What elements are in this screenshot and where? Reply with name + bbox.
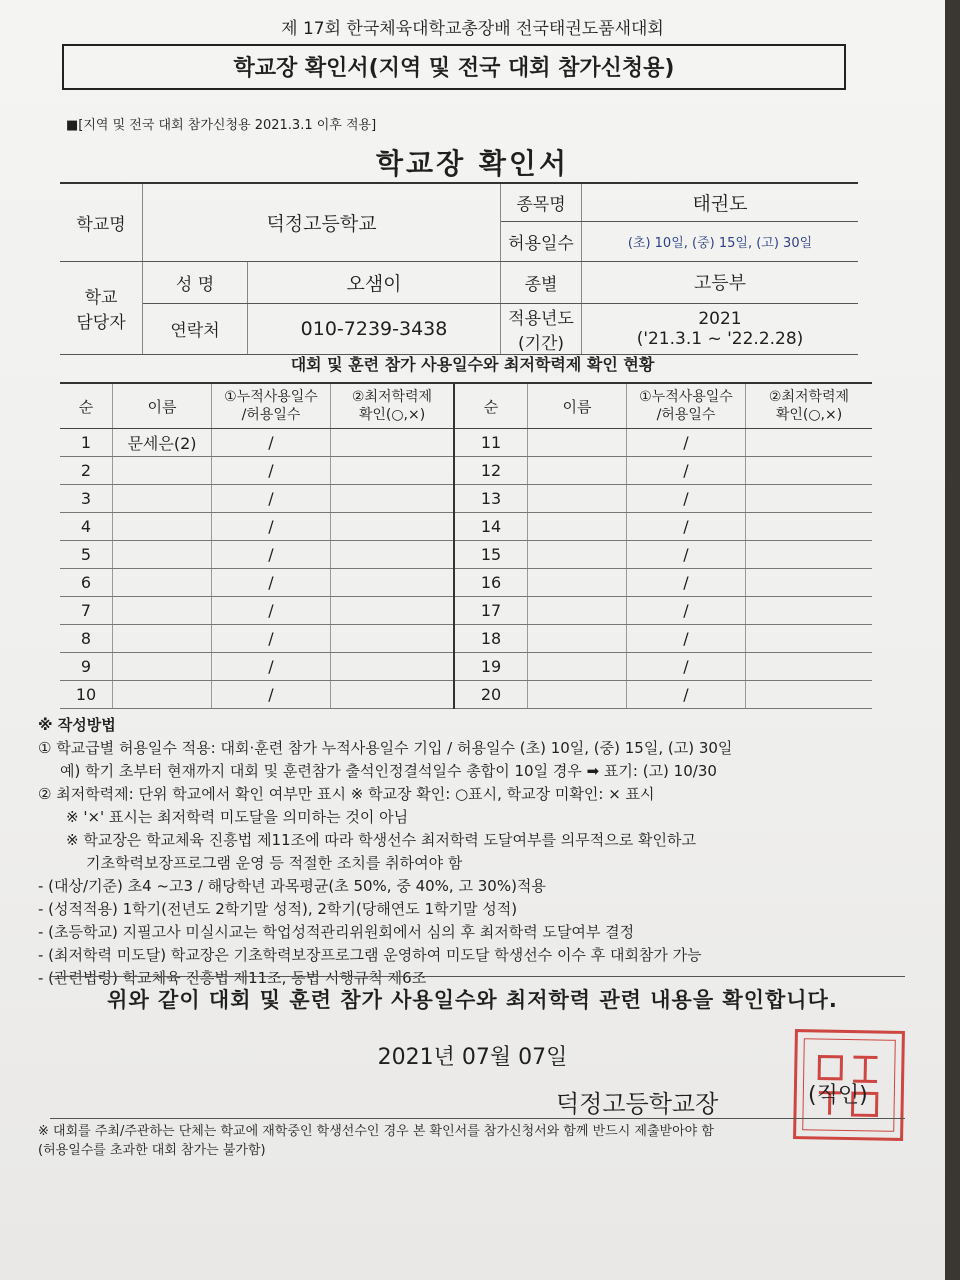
note-line: ② 최저학력제: 단위 학교에서 확인 여부만 표시 ※ 학교장 확인: ○표시, 학교장 미확인: × 표시: [38, 785, 655, 803]
row-check-right: [746, 597, 873, 625]
notes-heading: ※ 작성방법: [38, 716, 116, 734]
col-days-right-line2: /허용일수: [656, 407, 716, 423]
school-value: 덕정고등학교: [143, 183, 501, 261]
row-name-right: [528, 541, 627, 569]
year-value: [582, 303, 859, 354]
year-label: [501, 303, 582, 354]
row-name-right: [528, 681, 627, 709]
col-days-right: [627, 383, 746, 429]
school-label: 학교명: [60, 183, 143, 261]
row-no-right: 14: [454, 513, 528, 541]
row-no-left: 6: [60, 569, 113, 597]
year-label-line1: 적용년도: [508, 308, 574, 329]
status-row: [60, 597, 872, 625]
confirmation-date: 2021년 07월 07일: [377, 1045, 568, 1070]
status-row: [60, 513, 872, 541]
row-no-left: 7: [60, 597, 113, 625]
sport-value: 태권도: [582, 183, 859, 221]
row-days-right: /: [627, 541, 746, 569]
row-days-right: /: [627, 485, 746, 513]
row-name-right: [528, 653, 627, 681]
form-box-title: 학교장 확인서(지역 및 전국 대회 참가신청용): [62, 44, 846, 90]
row-no-left: 10: [60, 681, 113, 709]
sport-label: 종목명: [501, 183, 582, 221]
col-days-left: [212, 383, 331, 429]
row-name-right: [528, 625, 627, 653]
row-days-right: /: [627, 681, 746, 709]
row-no-left: 8: [60, 625, 113, 653]
confirmation-statement: 위와 같이 대회 및 훈련 참가 사용일수와 최저학력 관련 내용을 확인합니다.: [107, 988, 838, 1012]
row-check-left: [331, 429, 455, 457]
row-name-left: [113, 569, 212, 597]
status-header-row: [60, 383, 872, 429]
name-value: 오샘이: [248, 261, 501, 303]
row-days-right: /: [627, 653, 746, 681]
applicable-note: ■[지역 및 전국 대회 참가신청용 2021.3.1 이후 적용]: [66, 118, 377, 133]
col-days-right-line1: ①누적사용일수: [639, 389, 733, 405]
note-line: ※ 학교장은 학교체육 진흥법 제11조에 따라 학생선수 최저학력 도달여부를 의무적으로 확인하고: [66, 831, 696, 849]
row-days-right: /: [627, 597, 746, 625]
row-days-right: /: [627, 457, 746, 485]
row-no-right: 11: [454, 429, 528, 457]
status-row: [60, 541, 872, 569]
row-name-right: [528, 569, 627, 597]
row-no-left: 4: [60, 513, 113, 541]
row-check-right: [746, 429, 873, 457]
row-days-left: /: [212, 625, 331, 653]
row-days-right: /: [627, 569, 746, 597]
row-no-right: 13: [454, 485, 528, 513]
note-line: ※ '×' 표시는 최저학력 미도달을 의미하는 것이 아님: [66, 808, 409, 826]
status-row: [60, 681, 872, 709]
row-name-left: [113, 597, 212, 625]
allowed-value: (초) 10일, (중) 15일, (고) 30일: [582, 221, 859, 261]
manager-label-line2: 담당자: [76, 312, 126, 333]
year-label-line2: (기간): [517, 333, 565, 354]
row-days-left: /: [212, 569, 331, 597]
row-check-right: [746, 457, 873, 485]
row-name-left: [113, 681, 212, 709]
row-name-left: [113, 457, 212, 485]
note-line: ① 학교급별 허용일수 적용: 대회·훈련 참가 누적사용일수 기입 / 허용일수 (초) 10일, (중) 15일, (고) 30일: [38, 739, 733, 757]
row-name-left: [113, 485, 212, 513]
year-value-line2: ('21.3.1 ~ '22.2.28): [636, 328, 804, 349]
row-name-right: [528, 513, 627, 541]
principal-name: 덕정고등학교장: [556, 1090, 719, 1118]
status-row: [60, 625, 872, 653]
status-row: [60, 485, 872, 513]
row-days-right: /: [627, 625, 746, 653]
row-name-left: [113, 653, 212, 681]
row-no-left: 3: [60, 485, 113, 513]
row-no-right: 17: [454, 597, 528, 625]
row-name-left: [113, 625, 212, 653]
col-days-left-line1: ①누적사용일수: [224, 389, 318, 405]
row-no-right: 15: [454, 541, 528, 569]
manager-label-line1: 학교: [84, 287, 118, 308]
col-check-left-line1: ②최저학력제: [351, 389, 433, 405]
note-line: - (최저학력 미도달) 학교장은 기초학력보장프로그램 운영하여 미도달 학생선수 이수 후 대회참가 가능: [38, 946, 702, 964]
row-days-left: /: [212, 457, 331, 485]
contact-value: 010-7239-3438: [248, 303, 501, 354]
row-check-right: [746, 569, 873, 597]
row-check-right: [746, 541, 873, 569]
row-name-right: [528, 485, 627, 513]
col-name-right: 이름: [528, 383, 627, 429]
name-label: 성 명: [143, 261, 248, 303]
row-check-left: [331, 653, 455, 681]
row-no-right: 19: [454, 653, 528, 681]
status-row: [60, 569, 872, 597]
note-line: - (성적적용) 1학기(전년도 2학기말 성적), 2학기(당해연도 1학기말 성적): [38, 900, 518, 918]
row-days-left: /: [212, 429, 331, 457]
row-days-left: /: [212, 541, 331, 569]
footer-line2: (허용일수를 초과한 대회 참가는 불가함): [38, 1143, 266, 1158]
row-check-left: [331, 541, 455, 569]
col-name-left: 이름: [113, 383, 212, 429]
note-line: 기초학력보장프로그램 운영 등 적절한 조치를 취하여야 함: [86, 854, 463, 872]
row-no-left: 2: [60, 457, 113, 485]
row-no-left: 9: [60, 653, 113, 681]
note-line: - (초등학교) 지필고사 미실시교는 학업성적관리위원회에서 심의 후 최저학력 도달여부 결정: [38, 923, 635, 941]
row-days-left: /: [212, 597, 331, 625]
row-no-right: 16: [454, 569, 528, 597]
row-days-right: /: [627, 513, 746, 541]
row-check-left: [331, 513, 455, 541]
row-check-right: [746, 513, 873, 541]
main-title: 학교장 확인서: [375, 147, 570, 180]
row-name-left: [113, 541, 212, 569]
note-line: - (관련법령) 학교체육 진흥법 제11조, 동법 시행규칙 제6조: [38, 969, 427, 987]
divider: [50, 976, 905, 977]
row-check-right: [746, 485, 873, 513]
col-check-right-line2: 확인(○,×): [775, 407, 843, 423]
status-table: [60, 382, 872, 709]
row-name-right: [528, 457, 627, 485]
contact-label: 연락처: [143, 303, 248, 354]
seal-label: (직인): [808, 1083, 868, 1108]
row-check-left: [331, 457, 455, 485]
division-value: 고등부: [582, 261, 859, 303]
row-check-left: [331, 569, 455, 597]
status-row: [60, 429, 872, 457]
divider: [50, 1118, 905, 1119]
footer-line1: ※ 대회를 주최/주관하는 단체는 학교에 재학중인 학생선수인 경우 본 확인서를 참가신청서와 함께 반드시 제출받아야 함: [38, 1124, 714, 1139]
row-name-right: [528, 597, 627, 625]
note-line: - (대상/기준) 초4 ~고3 / 해당학년 과목평균(초 50%, 중 40%, 고 30%)적용: [38, 877, 546, 895]
writing-instructions: [38, 714, 918, 990]
info-table: [60, 182, 858, 355]
col-check-right: [746, 383, 873, 429]
manager-label: [60, 261, 143, 354]
row-name-right: [528, 429, 627, 457]
footer-note: [38, 1122, 918, 1160]
col-no-right: 순: [454, 383, 528, 429]
col-check-left: [331, 383, 455, 429]
row-no-right: 12: [454, 457, 528, 485]
row-no-right: 18: [454, 625, 528, 653]
status-title: 대회 및 훈련 참가 사용일수와 최저학력제 확인 현황: [290, 355, 655, 374]
row-days-left: /: [212, 485, 331, 513]
col-check-left-line2: 확인(○,×): [358, 407, 426, 423]
note-line: 예) 학기 초부터 현재까지 대회 및 훈련참가 출석인정결석일수 총합이 10일 경우 ➡ 표기: (고) 10/30: [60, 762, 717, 780]
row-check-left: [331, 485, 455, 513]
row-no-left: 5: [60, 541, 113, 569]
row-check-right: [746, 625, 873, 653]
row-name-left: [113, 513, 212, 541]
event-title: 제 17회 한국체육대학교총장배 전국태권도품새대회: [281, 19, 664, 39]
col-days-left-line2: /허용일수: [241, 407, 301, 423]
row-days-right: /: [627, 429, 746, 457]
row-no-left: 1: [60, 429, 113, 457]
row-days-left: /: [212, 681, 331, 709]
col-no-left: 순: [60, 383, 113, 429]
status-row: [60, 653, 872, 681]
row-check-right: [746, 681, 873, 709]
row-check-left: [331, 597, 455, 625]
col-check-right-line1: ②최저학력제: [768, 389, 850, 405]
row-days-left: /: [212, 513, 331, 541]
row-days-left: /: [212, 653, 331, 681]
row-no-right: 20: [454, 681, 528, 709]
allowed-label: 허용일수: [501, 221, 582, 261]
row-name-left: 문세은(2): [113, 429, 212, 457]
status-row: [60, 457, 872, 485]
row-check-left: [331, 625, 455, 653]
division-label: 종별: [501, 261, 582, 303]
row-check-left: [331, 681, 455, 709]
row-check-right: [746, 653, 873, 681]
year-value-line1: 2021: [698, 308, 742, 329]
